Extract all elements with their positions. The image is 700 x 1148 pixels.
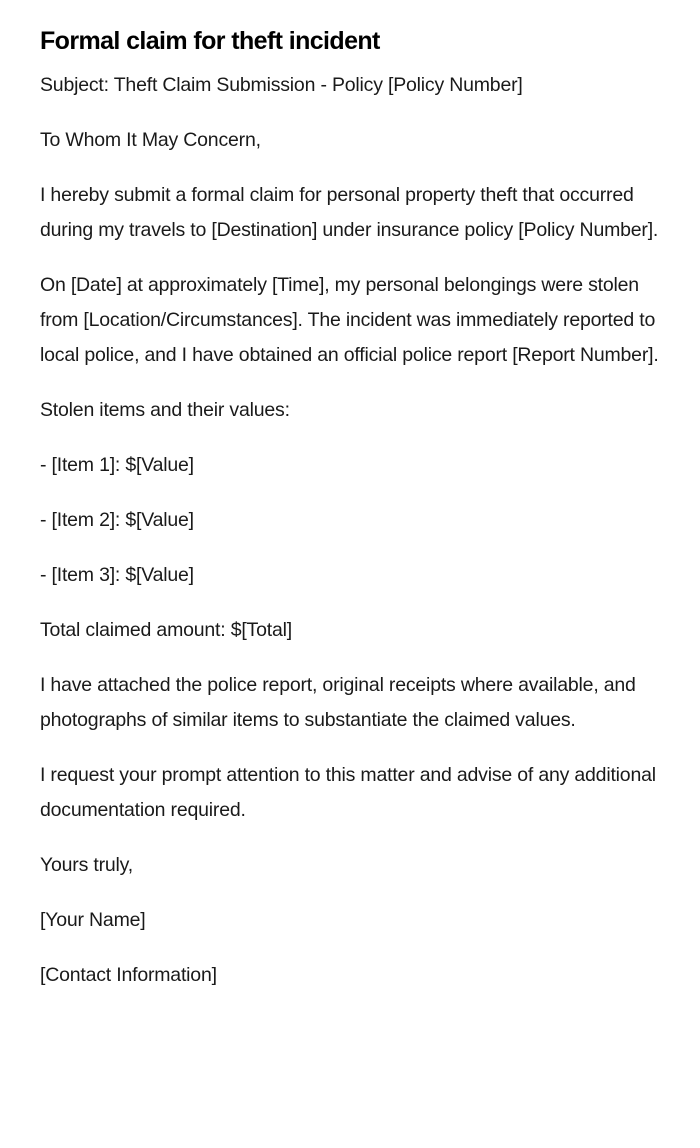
intro-paragraph: I hereby submit a formal claim for personal property theft that occurred during my travels to [Destination] under insurance policy [Policy Number]. (40, 184, 659, 241)
item-line-3: - [Item 3]: $[Value] (40, 564, 194, 586)
subject-line: Subject: Theft Claim Submission - Policy [Policy Number] (40, 74, 523, 96)
signature-name: [Your Name] (40, 909, 146, 931)
request-paragraph: I request your prompt attention to this matter and advise of any additional documentation required. (40, 764, 656, 821)
closing: Yours truly, (40, 854, 133, 876)
item-line-2: - [Item 2]: $[Value] (40, 509, 194, 531)
item-line-1: - [Item 1]: $[Value] (40, 454, 194, 476)
attachments-paragraph: I have attached the police report, original receipts where available, and photographs of similar items to substantiate the claimed values. (40, 674, 636, 731)
document-title: Formal claim for theft incident (40, 27, 380, 55)
contact-information: [Contact Information] (40, 964, 217, 986)
salutation: To Whom It May Concern, (40, 129, 261, 151)
items-heading: Stolen items and their values: (40, 399, 290, 421)
incident-paragraph: On [Date] at approximately [Time], my personal belongings were stolen from [Location/Circumstances]. The incident was immediately reported to local police, and I have obtained an official police report [Report Number]. (40, 274, 659, 366)
total-amount: Total claimed amount: $[Total] (40, 619, 292, 641)
